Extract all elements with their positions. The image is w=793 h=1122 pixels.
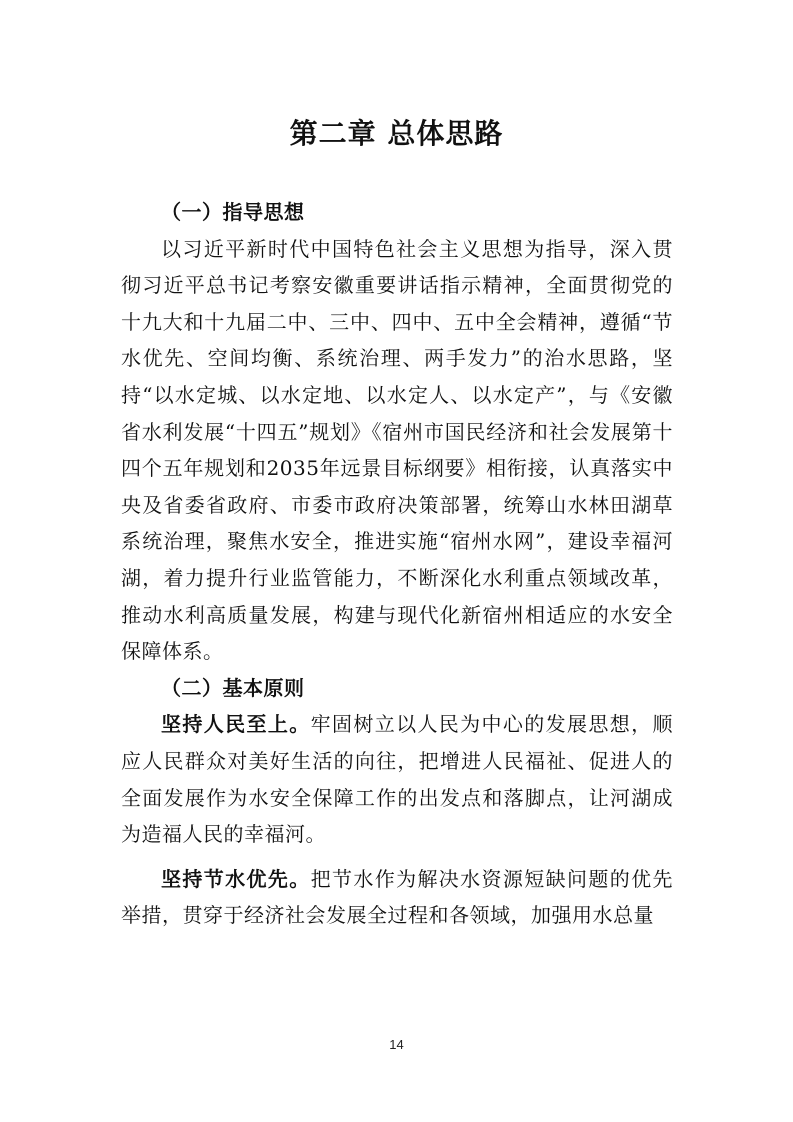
paragraph-text: 把节水作为解决水资源短缺问题的优先举措，贯穿于经济社会发展全过程和各领域，加强用水总量 bbox=[121, 866, 674, 928]
document-body bbox=[121, 194, 673, 934]
paragraph-text: 以习近平新时代中国特色社会主义思想为指导，深入贯彻习近平总书记考察安徽重要讲话指示精神，全面贯彻党的十九大和十九届二中、三中、四中、五中全会精神，遵循“节水优先、空间均衡、系统治理、两手发力”的治水思路，坚持“以水定城、以水定地、以水定人、以水定产”，与《安徽省水利发展“十四五”规划》《宿州市国民经济和社会发展第十四个五年规划和2035年远景目标纲要》相衔接，认真落实中央及省委省政府、市委市政府决策部署，统筹山水林田湖草系统治理，聚焦水安全，推进实施“宿州水网”，建设幸福河湖，着力提升行业监管能力，不断深化水利重点领域改革，推动水利高质量发展，构建与现代化新宿州相适应的水安全保障体系。 bbox=[121, 236, 673, 664]
paragraph-lead: 坚持节水优先。 bbox=[161, 866, 311, 891]
page-number: 14 bbox=[389, 1037, 404, 1052]
section-heading-basic-principles: （二）基本原则 bbox=[161, 675, 305, 700]
paragraph-text: 牢固树立以人民为中心的发展思想，顺应人民群众对美好生活的向往，把增进人民福祉、促进人的全面发展作为水安全保障工作的出发点和落脚点，让河湖成为造福人民的幸福河。 bbox=[121, 712, 674, 847]
paragraph-water-saving-first bbox=[121, 861, 673, 934]
section-heading-guiding-ideology: （一）指导思想 bbox=[161, 200, 305, 224]
paragraph-guiding-ideology bbox=[121, 231, 673, 670]
chapter-title: 第二章 总体思路 bbox=[289, 117, 504, 150]
paragraph-lead: 坚持人民至上。 bbox=[161, 712, 311, 737]
paragraph-gap bbox=[121, 853, 673, 861]
paragraph-people-first bbox=[121, 706, 673, 852]
